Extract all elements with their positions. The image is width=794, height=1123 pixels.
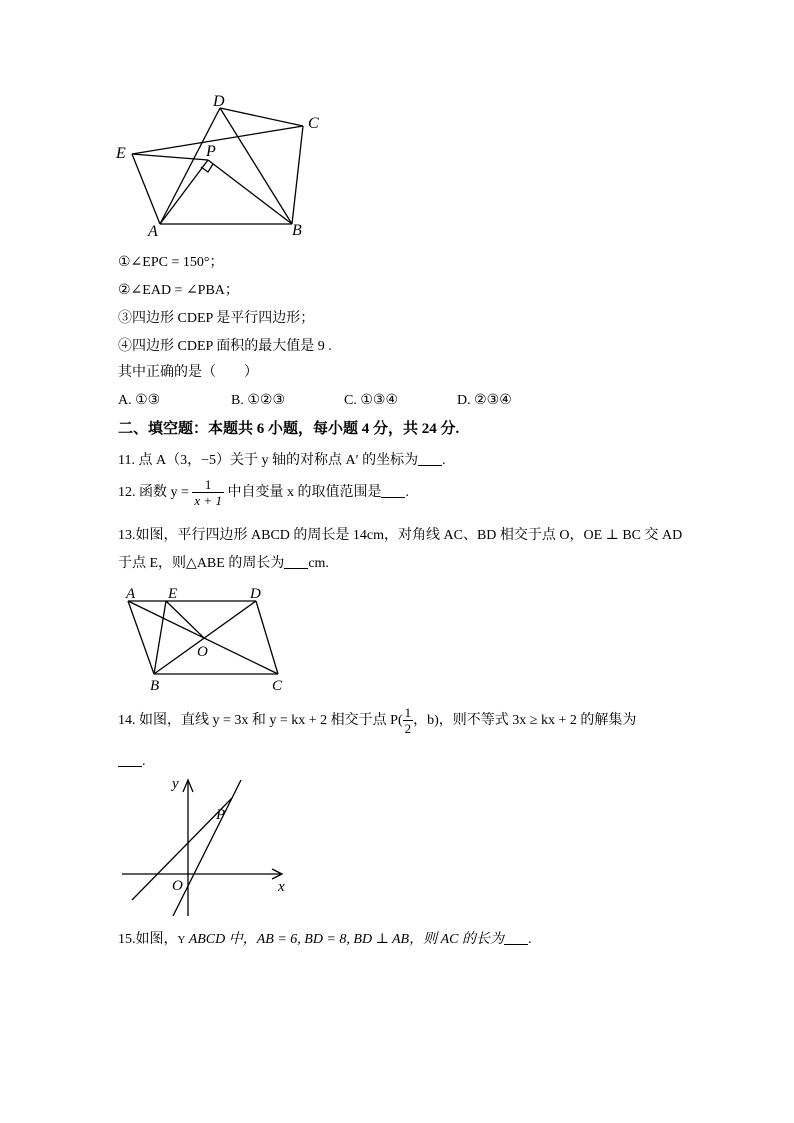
question-14-line-2 [118, 752, 146, 772]
q12-text: 12. 函数 y = [118, 485, 189, 500]
answer-options [118, 391, 512, 411]
option-a[interactable]: A. ①③ [118, 393, 161, 408]
axis-label-y: y [172, 776, 179, 792]
label-E: E [168, 586, 178, 602]
figure-pentagon-diagram [112, 94, 342, 244]
label-O: O [197, 644, 208, 660]
q12-numerator: 1 [192, 477, 224, 493]
question-15 [118, 930, 531, 950]
question-11 [118, 451, 446, 471]
q14-fraction [403, 705, 414, 736]
q11-suffix: . [442, 453, 446, 468]
q14-suffix: . [142, 754, 146, 769]
q11-text: 11. 点 A（3，−5）关于 y 轴的对称点 A′ 的坐标为 [118, 453, 419, 468]
statement-3: ③四边形 CDEP 是平行四边形； [118, 311, 315, 326]
label-C: C [308, 115, 319, 132]
q12-text-2: 中自变量 x 的取值范围是 [227, 485, 382, 500]
question-13-line-2 [118, 554, 329, 574]
figure-line-graph [118, 770, 298, 922]
q12-answer-blank[interactable] [381, 483, 405, 498]
parallelogram-symbol: Y [177, 934, 186, 946]
label-D: D [250, 586, 261, 602]
question-13-line-1: 13.如图，平行四边形 ABCD 的周长是 14cm，对角线 AC、BD 相交于点 O，OE ⊥ BC 交 AD [118, 528, 683, 543]
section-title: 二、填空题：本题共 6 小题，每小题 4 分，共 24 分. [118, 421, 460, 437]
q14-numerator: 1 [404, 705, 412, 721]
q14-denominator: 2 [404, 721, 412, 737]
label-B: B [150, 678, 160, 694]
option-b[interactable]: B. ①②③ [231, 393, 285, 408]
origin-label: O [172, 878, 183, 894]
label-D: D [213, 94, 225, 110]
q13-answer-blank[interactable] [284, 554, 308, 569]
label-A: A [148, 223, 158, 240]
label-A: A [126, 586, 136, 602]
label-C: C [272, 678, 283, 694]
statement-1: ①∠EPC = 150°； [118, 255, 224, 270]
q14-text: 14. 如图，直线 y = 3x 和 y = kx + 2 相交于点 P( [118, 713, 403, 728]
q15-text-2: ABCD 中，AB = 6, BD = 8, BD ⊥ AB，则 AC 的长为 [185, 932, 504, 947]
question-14-line-1 [118, 702, 636, 740]
option-d[interactable]: D. ②③④ [457, 393, 512, 408]
axis-label-x: x [278, 879, 285, 895]
q13-suffix: cm. [308, 556, 329, 571]
q12-denominator: x + 1 [194, 493, 222, 509]
statement-2: ②∠EAD = ∠PBA； [118, 283, 239, 298]
q15-text: 15.如图， [118, 932, 178, 947]
label-B: B [292, 222, 302, 239]
q15-suffix: . [527, 932, 532, 947]
question-12 [118, 476, 409, 510]
question-prompt: 其中正确的是（ ） [118, 365, 258, 380]
q11-answer-blank[interactable] [418, 451, 442, 466]
q15-answer-blank[interactable] [504, 930, 528, 945]
statement-4: ④四边形 CDEP 面积的最大值是 9 . [118, 339, 332, 354]
label-E: E [116, 145, 126, 162]
intersection-label: P [216, 807, 226, 823]
q14-answer-blank[interactable] [118, 752, 142, 767]
q12-fraction [192, 477, 224, 508]
q13-text: 于点 E，则△ABE 的周长为 [118, 556, 285, 571]
figure-parallelogram-diagram [118, 584, 298, 696]
option-c[interactable]: C. ①③④ [344, 393, 398, 408]
q14-text-2: ，b)，则不等式 3x ≥ kx + 2 的解集为 [413, 713, 637, 728]
label-P: P [206, 143, 216, 160]
q12-suffix: . [405, 485, 409, 500]
